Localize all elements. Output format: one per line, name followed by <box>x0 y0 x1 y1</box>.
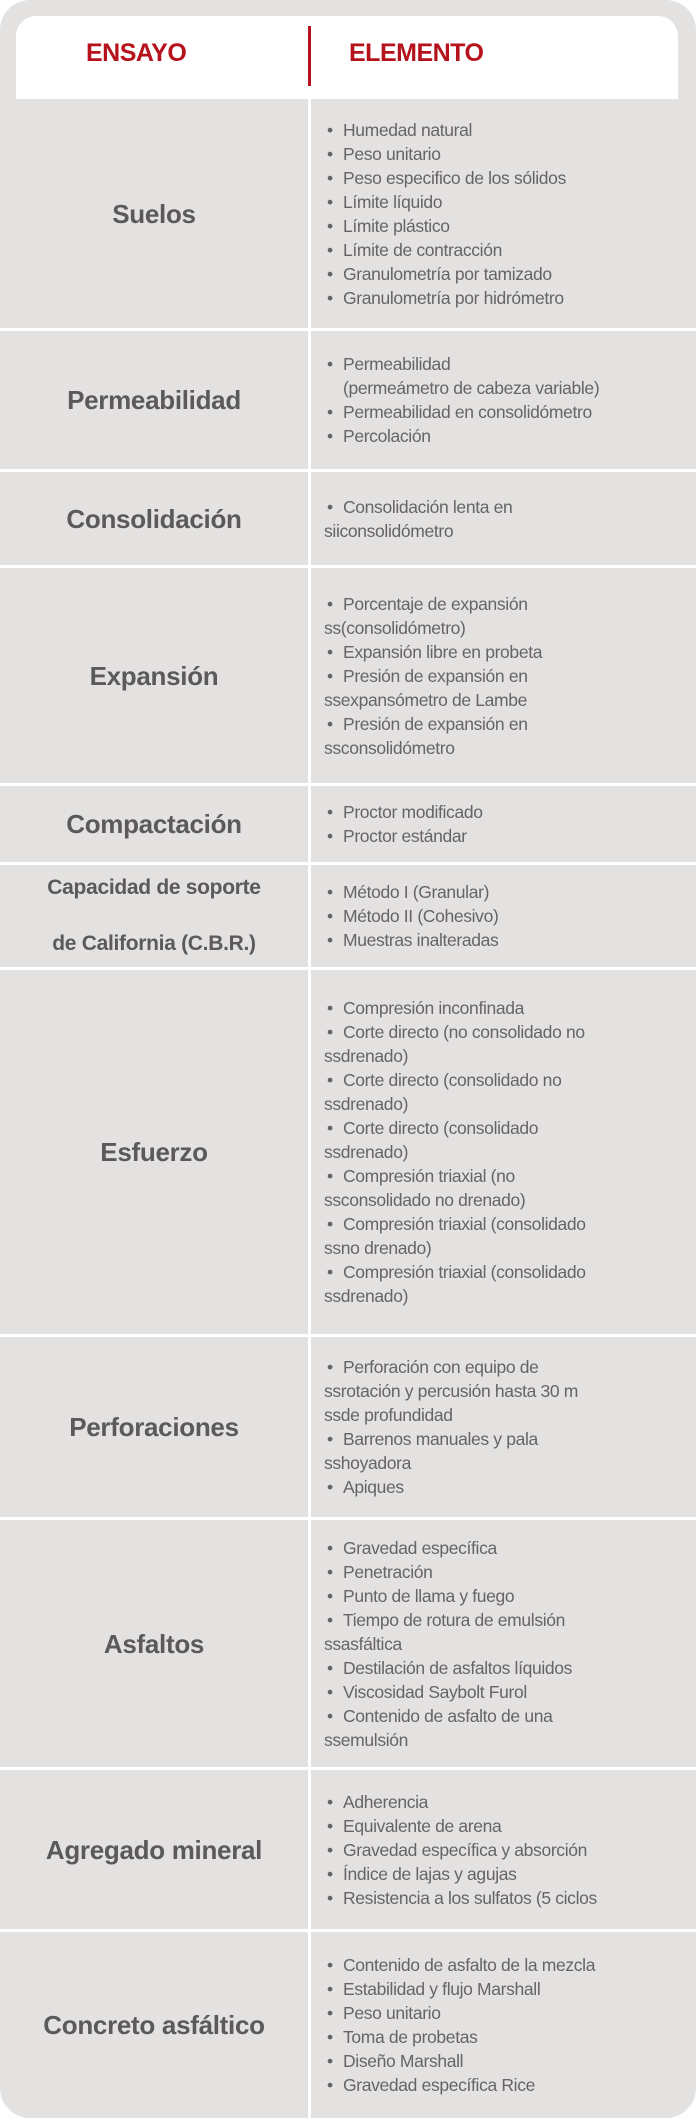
list-item-text: Resistencia a los sulfatos (5 ciclos <box>343 1887 597 1908</box>
elemento-list <box>324 865 696 967</box>
list-item <box>324 1475 696 1499</box>
list-item <box>324 928 696 952</box>
list-item <box>324 1862 696 1886</box>
list-item <box>324 1212 696 1236</box>
elemento-list <box>324 1770 696 1929</box>
list-item <box>324 424 696 448</box>
list-item-text: Proctor estándar <box>343 826 467 846</box>
list-item-text: Granulometría por hidrómetro <box>343 287 564 308</box>
list-item-text: Proctor modificado <box>343 802 483 822</box>
list-item-text: Método I (Granular) <box>343 882 490 902</box>
list-item-continuation <box>324 736 696 760</box>
list-item-text: Estabilidad y flujo Marshall <box>343 1979 541 1999</box>
list-item <box>324 1790 696 1814</box>
table-row <box>0 568 696 783</box>
list-item-text: Límite plástico <box>343 215 450 236</box>
list-item-text: ssde profundidad <box>324 1405 453 1425</box>
list-item-text: Percolación <box>343 426 431 446</box>
list-item-text: Presión de expansión en <box>343 665 528 686</box>
list-item-continuation <box>324 616 696 640</box>
list-item-text: Humedad natural <box>343 119 472 140</box>
ensayo-label <box>0 865 308 967</box>
elemento-list <box>324 786 696 862</box>
list-item-text: Permeabilidad <box>343 354 451 374</box>
list-item-text: ssdrenado) <box>324 1046 409 1066</box>
ensayo-label: Consolidación <box>66 503 242 534</box>
list-item-continuation <box>324 1403 696 1427</box>
ensayo-label: Expansión <box>89 660 219 691</box>
list-item-text: Gravedad específica Rice <box>343 2075 535 2095</box>
list-item-continuation <box>324 519 696 543</box>
list-item <box>324 904 696 928</box>
list-item-continuation <box>324 1728 696 1752</box>
ensayo-label: Compactación <box>66 809 242 839</box>
list-item-text: Porcentaje de expansión <box>343 593 528 614</box>
list-item-text: Compresión triaxial (no <box>343 1166 515 1186</box>
table-row <box>0 1932 696 2118</box>
ensayo-label: Asfaltos <box>103 1628 205 1659</box>
list-item-continuation <box>324 1188 696 1212</box>
ensayo-label: Permeabilidad <box>67 385 241 415</box>
elemento-list <box>324 970 696 1334</box>
list-item <box>324 1427 696 1451</box>
list-item-text: Límite líquido <box>343 191 443 212</box>
list-item <box>324 800 696 824</box>
list-item-continuation <box>324 1236 696 1260</box>
list-item <box>324 262 696 286</box>
list-item-text: Consolidación lenta en <box>343 496 513 517</box>
list-item-continuation <box>324 376 696 400</box>
ensayo-label-line: Capacidad de soporte <box>47 876 261 899</box>
ensayo-label: Suelos <box>112 198 196 229</box>
list-item <box>324 1656 696 1680</box>
list-item <box>324 238 696 262</box>
list-item <box>324 2073 696 2097</box>
list-item-text: Corte directo (no consolidado no <box>343 1022 585 1042</box>
list-item <box>324 1680 696 1704</box>
list-item-text: ssconsolidómetro <box>324 737 455 758</box>
list-item <box>324 640 696 664</box>
header-ensayo: ENSAYO <box>86 39 187 67</box>
list-item-text: Destilación de asfaltos líquidos <box>343 1657 573 1678</box>
list-item-text: Equivalente de arena <box>343 1815 502 1836</box>
list-item-text: Viscosidad Saybolt Furol <box>343 1681 527 1702</box>
list-item <box>324 824 696 848</box>
list-item <box>324 495 696 519</box>
list-item-text: Barrenos manuales y pala <box>343 1429 538 1449</box>
list-item <box>324 352 696 376</box>
list-item-text: Expansión libre en probeta <box>343 641 543 662</box>
list-item-text: (permeámetro de cabeza variable) <box>343 378 600 398</box>
list-item <box>324 1355 696 1379</box>
list-item-text: ss(consolidómetro) <box>324 617 466 638</box>
table-row <box>0 865 696 967</box>
list-item-text: Muestras inalteradas <box>343 930 499 950</box>
table-row <box>0 331 696 469</box>
list-item <box>324 1838 696 1862</box>
elemento-list <box>324 1337 696 1517</box>
list-item <box>324 1260 696 1284</box>
list-item-text: sshoyadora <box>324 1453 411 1473</box>
list-item-text: Gravedad específica y absorción <box>343 1839 588 1860</box>
list-item-text: Penetración <box>343 1561 433 1582</box>
list-item-text: ssexpansómetro de Lambe <box>324 689 528 710</box>
list-item <box>324 1584 696 1608</box>
list-item-text: Compresión inconfinada <box>343 998 525 1018</box>
list-item <box>324 664 696 688</box>
table-row <box>0 1770 696 1929</box>
list-item-text: Toma de probetas <box>343 2027 478 2047</box>
list-item <box>324 712 696 736</box>
elemento-list <box>324 472 696 565</box>
table-row <box>0 1337 696 1517</box>
list-item <box>324 118 696 142</box>
list-item-continuation <box>324 1140 696 1164</box>
ensayo-label: Esfuerzo <box>100 1137 208 1167</box>
list-item <box>324 1886 696 1910</box>
elemento-list <box>324 99 696 328</box>
list-item-text: Perforación con equipo de <box>343 1357 539 1377</box>
list-item-text: Presión de expansión en <box>343 713 528 734</box>
list-item-text: ssconsolidado no drenado) <box>324 1190 526 1210</box>
list-item-text: Índice de lajas y agujas <box>343 1863 517 1884</box>
list-item-continuation <box>324 1092 696 1116</box>
list-item <box>324 1953 696 1977</box>
list-item-continuation <box>324 688 696 712</box>
list-item-text: ssemulsión <box>324 1729 409 1750</box>
list-item <box>324 1020 696 1044</box>
list-item-text: Peso unitario <box>343 2003 441 2023</box>
list-item-text: Peso especifico de los sólidos <box>343 167 566 188</box>
list-item-text: Granulometría por tamizado <box>343 263 552 284</box>
ensayo-label-line: de California (C.B.R.) <box>52 932 256 955</box>
list-item-text: Corte directo (consolidado no <box>343 1070 562 1090</box>
list-item-continuation <box>324 1632 696 1656</box>
list-item <box>324 214 696 238</box>
list-item-text: Contenido de asfalto de una <box>343 1705 553 1726</box>
table-row <box>0 1520 696 1767</box>
table-row <box>0 472 696 565</box>
elemento-list <box>324 568 696 783</box>
list-item-text: ssdrenado) <box>324 1286 409 1306</box>
list-item <box>324 880 696 904</box>
list-item <box>324 1977 696 2001</box>
ensayo-label: Agregado mineral <box>45 1834 263 1865</box>
list-item <box>324 1164 696 1188</box>
list-item <box>324 142 696 166</box>
list-item-text: ssdrenado) <box>324 1142 409 1162</box>
header-divider <box>308 26 311 86</box>
list-item-continuation <box>324 1044 696 1068</box>
table-row <box>0 99 696 328</box>
list-item <box>324 592 696 616</box>
list-item <box>324 1560 696 1584</box>
header-elemento: ELEMENTO <box>349 39 484 67</box>
table-header <box>16 16 678 99</box>
elemento-list <box>324 1932 696 2118</box>
list-item-text: siiconsolidómetro <box>324 520 454 541</box>
list-item-text: Contenido de asfalto de la mezcla <box>343 1955 596 1975</box>
list-item <box>324 286 696 310</box>
list-item <box>324 1068 696 1092</box>
ensayo-label: Concreto asfáltico <box>43 2010 265 2040</box>
elemento-list <box>324 1520 696 1767</box>
list-item <box>324 1116 696 1140</box>
list-item <box>324 2049 696 2073</box>
list-item-text: Compresión triaxial (consolidado <box>343 1214 586 1234</box>
list-item <box>324 1608 696 1632</box>
list-item-text: Permeabilidad en consolidómetro <box>343 402 592 422</box>
list-item-text: Apiques <box>343 1477 404 1497</box>
list-item-text: ssno drenado) <box>324 1238 432 1258</box>
list-item-text: ssrotación y percusión hasta 30 m <box>324 1381 579 1401</box>
table-row <box>0 970 696 1334</box>
list-item-text: ssasfáltica <box>324 1633 402 1654</box>
ensayo-label: Perforaciones <box>69 1412 239 1442</box>
table-row <box>0 786 696 862</box>
list-item <box>324 2025 696 2049</box>
list-item <box>324 190 696 214</box>
list-item-text: ssdrenado) <box>324 1094 409 1114</box>
list-item <box>324 1536 696 1560</box>
list-item <box>324 2001 696 2025</box>
list-item-text: Peso unitario <box>343 143 441 164</box>
list-item-text: Gravedad específica <box>343 1537 497 1558</box>
list-item-continuation <box>324 1284 696 1308</box>
list-item-text: Corte directo (consolidado <box>343 1118 539 1138</box>
list-item-continuation <box>324 1451 696 1475</box>
list-item-text: Tiempo de rotura de emulsión <box>343 1609 566 1630</box>
list-item <box>324 1704 696 1728</box>
list-item-text: Diseño Marshall <box>343 2051 464 2071</box>
list-item-text: Límite de contracción <box>343 239 502 260</box>
list-item <box>324 166 696 190</box>
list-item-text: Adherencia <box>343 1791 429 1812</box>
list-item <box>324 400 696 424</box>
list-item <box>324 1814 696 1838</box>
list-item-text: Método II (Cohesivo) <box>343 906 499 926</box>
list-item-text: Punto de llama y fuego <box>343 1585 515 1606</box>
list-item <box>324 996 696 1020</box>
elemento-list <box>324 331 696 469</box>
list-item-continuation <box>324 1379 696 1403</box>
list-item-text: Compresión triaxial (consolidado <box>343 1262 586 1282</box>
